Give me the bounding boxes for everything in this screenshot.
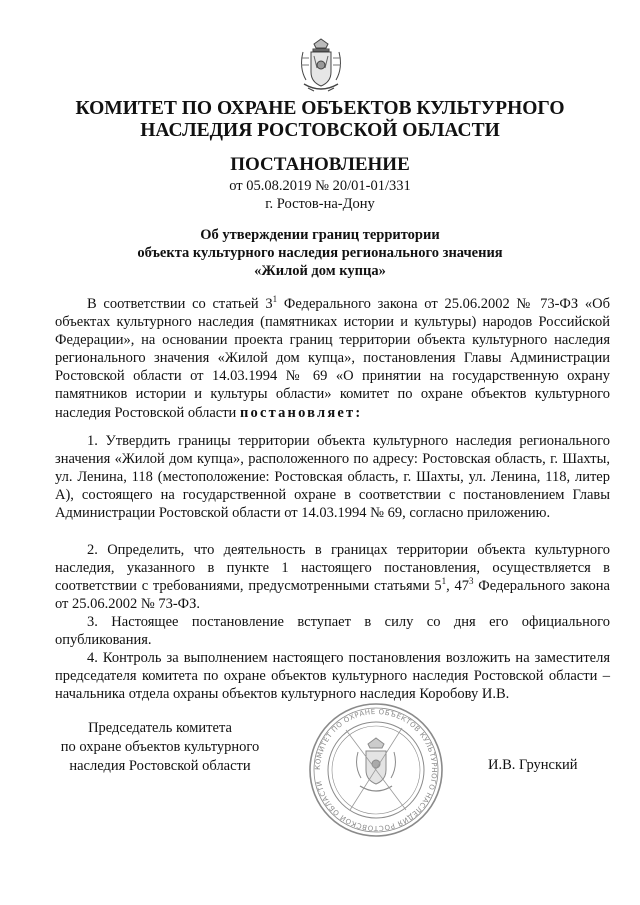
signatory-title-line-1: Председатель комитета <box>88 720 232 736</box>
item-2-text-c: Федерального закона от 25.06.2002 № 73-ФЗ. <box>55 578 610 613</box>
preamble-text-1: В соответствии со статьей 3 <box>87 296 273 312</box>
preamble-superscript: 1 <box>272 294 278 305</box>
preamble-paragraph <box>55 295 610 422</box>
signatory-title-line-2: по охране объектов культурного <box>60 739 260 755</box>
organization-name <box>60 98 580 142</box>
subject-line-3: «Жилой дом купца» <box>254 263 386 279</box>
item-1: 1. Утвердить границы территории объекта культурного наследия регионального значения «Жилой дом купца», расположенного по адресу: Ростовская область, г. Шахты, ул. Ленина, 118 (местоположение: Ростовская область, г. Шахты, ул. Ленина, 118, литер А), состоящего на государственной охране в соответствии с постановлением Главы Администрации Ростовской области от 14.03.1994 № 69, согласно приложению. <box>55 433 610 522</box>
official-seal-icon <box>306 700 446 840</box>
coat-of-arms-icon <box>296 38 346 96</box>
item-2-superscript-2: 3 <box>469 576 474 587</box>
document-type: ПОСТАНОВЛЕНИЕ <box>230 154 410 175</box>
signatory-title-line-3: наследия Ростовской области <box>69 758 251 774</box>
subject-line-1: Об утверждении границ территории <box>200 227 440 243</box>
signatory-name: И.В. Грунский <box>488 757 578 773</box>
preamble-text-2: Федерального закона от 25.06.2002 № 73-ФЗ «Об объектах культурного наследия (памятниках истории и культуры) народов Российской Федерации», на основании проекта границ территории объекта культурного наследия регионального значения «Жилой дом купца», постановления Главы Администрации Ростовской области от 14.03.1994 № 69 «О принятии на государственную охрану памятников истории и культуры области» комитет по охране объектов культурного наследия Ростовской области <box>55 296 610 421</box>
item-3: 3. Настоящее постановление вступает в силу со дня его официального опубликования. <box>55 614 610 649</box>
document-subject <box>60 226 580 280</box>
item-4: 4. Контроль за выполнением настоящего постановления возложить на заместителя председателя комитета по охране объектов культурного наследия Ростовской области – начальника отдела охраны объектов культурного наследия Коробову И.В. <box>55 650 610 703</box>
signatory-title <box>40 719 280 776</box>
org-line-1: КОМИТЕТ ПО ОХРАНЕ ОБЪЕКТОВ КУЛЬТУРНОГО <box>75 98 565 119</box>
item-2-superscript-1: 1 <box>441 576 447 587</box>
seal-text: КОМИТЕТ ПО ОХРАНЕ ОБЪЕКТОВ КУЛЬТУРНОГО НАСЛЕДИЯ РОСТОВСКОЙ ОБЛАСТИ <box>313 707 439 833</box>
org-line-2: НАСЛЕДИЯ РОСТОВСКОЙ ОБЛАСТИ <box>140 120 500 141</box>
item-2-text-a: 2. Определить, что деятельность в границах территории объекта культурного наследия, указанного в пункте 1 настоящего постановления, осуществляется в соответствии с требованиями, предусмотренными статьями 5 <box>55 542 610 595</box>
document-city: г. Ростов-на-Дону <box>265 196 375 212</box>
item-2-text-b: , 47 <box>446 578 470 595</box>
item-2 <box>55 541 610 613</box>
document-date-number: от 05.08.2019 № 20/01-01/331 <box>229 178 411 194</box>
subject-line-2: объекта культурного наследия регионального значения <box>137 245 503 261</box>
decree-word: постановляет: <box>239 404 363 421</box>
